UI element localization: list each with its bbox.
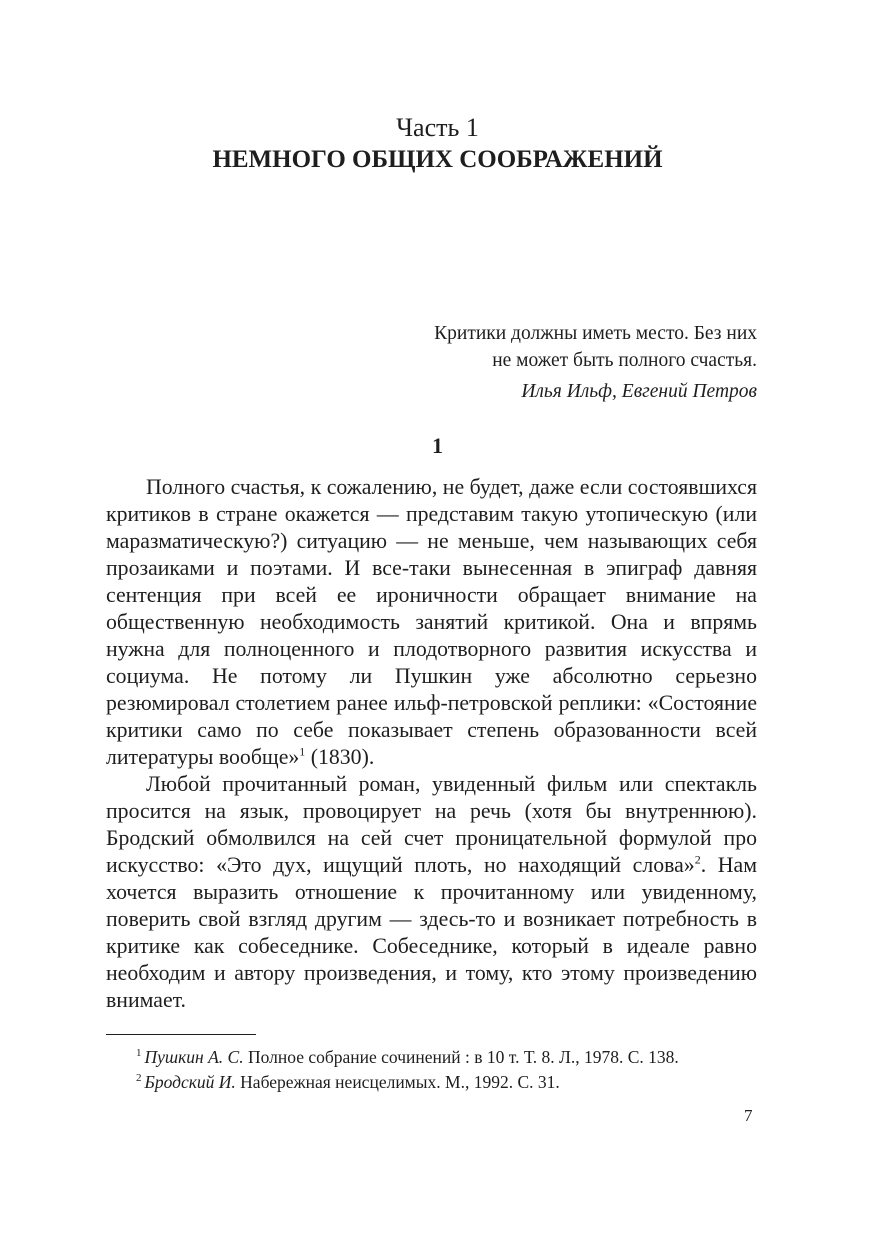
footnote-divider — [106, 1034, 256, 1035]
paragraph-1-text: Полного счастья, к сожалению, не будет, даже если состоявшихся критиков в стране окажется — представим такую утопическую (или маразматическую?) ситуацию — не меньше, чем называющих себя прозаиками и поэтами. И все-таки вынесенная в эпиграф давняя сентенция при всей ее ироничности обращает внимание на общественную необходимость занятий критикой. Она и впрямь нужна для полноценного и плодотворного развития искусства и социума. Не потому ли Пушкин уже абсолютно серьезно резюмировал столетием ранее ильф-петровской реплики: «Состояние критики само по себе показывает степень образованности всей литературы вообще» — [106, 475, 757, 769]
footnote-1 — [136, 1045, 766, 1070]
footnote-ref-2: 2 — [694, 852, 701, 867]
epigraph — [337, 320, 757, 405]
paragraph-1 — [106, 474, 757, 771]
footnote-ref-1: 1 — [299, 744, 306, 759]
page-number: 7 — [744, 1106, 753, 1125]
epigraph-line-2: не может быть полного счастья. — [492, 350, 757, 371]
footnote-2 — [136, 1070, 766, 1095]
footnote-2-text: Набережная неисцелимых. М., 1992. С. 31. — [235, 1072, 560, 1092]
paragraph-1-tail: (1830). — [305, 745, 375, 769]
paragraph-2-text: Любой прочитанный роман, увиденный фильм или спектакль просится на язык, провоцирует на речь (хотя бы внутреннюю). Бродский обмолвился на сей счет проницательной формулой про искусство: «Это дух, ищущий плоть, но находящий слова» — [106, 772, 757, 877]
body-text — [106, 474, 757, 1014]
part-label: Часть 1 — [396, 113, 479, 142]
paragraph-2 — [106, 771, 757, 1014]
epigraph-author: Илья Ильф, Евгений Петров — [521, 381, 757, 402]
epigraph-line-1: Критики должны иметь место. Без них — [434, 323, 757, 344]
paragraph-2-tail: . Нам хочется выразить отношение к прочитанному или увиденному, поверить свой взгляд другим — здесь-то и возникает потребность в критике как собеседнике. Собеседнике, который в идеале равно необходим и автору произведения, и тому, кто этому произведению внимает. — [106, 853, 758, 1012]
footnote-2-author: Бродский И. — [144, 1072, 236, 1092]
footnotes — [136, 1045, 766, 1095]
footnote-1-text: Полное собрание сочинений : в 10 т. Т. 8. Л., 1978. С. 138. — [243, 1047, 679, 1067]
section-number: 1 — [432, 433, 443, 458]
footnote-1-number: 1 — [136, 1047, 142, 1060]
part-title: НЕМНОГО ОБЩИХ СООБРАЖЕНИЙ — [212, 146, 663, 173]
footnote-2-number: 2 — [136, 1072, 142, 1085]
footnote-1-author: Пушкин А. С. — [144, 1047, 244, 1067]
